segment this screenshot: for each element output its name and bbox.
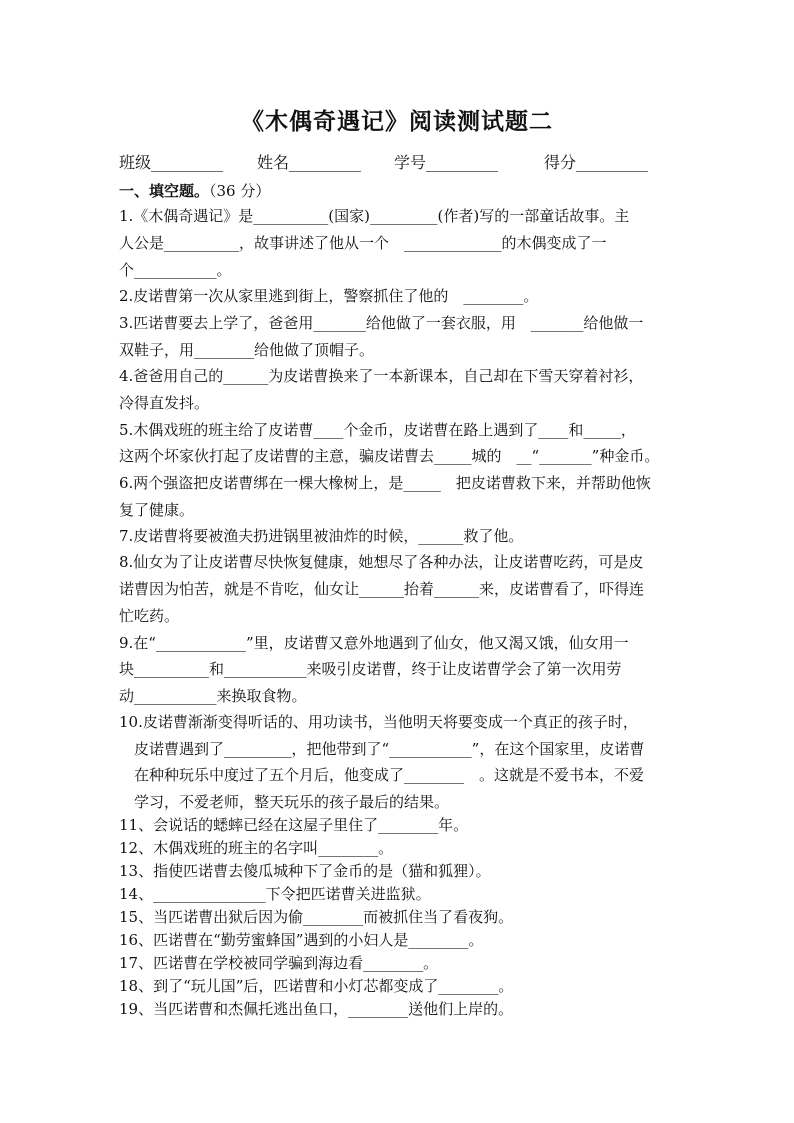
student-info-row — [119, 150, 679, 174]
question-line: 18、到了“玩儿国”后，匹诺曹和小灯芯都变成了________。 — [119, 977, 514, 995]
question-line: 2.皮诺曹第一次从家里逃到街上，警察抓住了他的 ________。 — [119, 287, 539, 305]
question-line: 11、会说话的蟋蟀已经在这屋子里住了________年。 — [119, 816, 469, 834]
class-field: 班级_________ — [119, 153, 224, 172]
question-line: 10.皮诺曹渐渐变得听话的、用功读书，当他明天将要变成一个真正的孩子时， — [119, 713, 638, 731]
section-title: 一、填空题。 — [119, 182, 210, 200]
question-line: 双鞋子，用________给他做了顶帽子。 — [119, 341, 375, 359]
name-field: 姓名_________ — [257, 153, 362, 172]
question-line: 这两个坏家伙打起了皮诺曹的主意，骗皮诺曹去_____城的 __“_______”种金币。 — [119, 447, 660, 465]
question-line: 学习，不爱老师，整天玩乐的孩子最后的结果。 — [119, 793, 450, 811]
question-line: 7.皮诺曹将要被渔夫扔进锅里被油炸的时候，______救了他。 — [119, 527, 524, 545]
question-line: 个___________。 — [119, 261, 232, 279]
question-line: 9.在“____________”里，皮诺曹又意外地遇到了仙女，他又渴又饿，仙女用一 — [119, 634, 629, 652]
question-line: 1.《木偶奇遇记》是__________(国家)_________(作者)写的一部童话故事。主 — [119, 207, 630, 225]
section-heading — [119, 180, 270, 201]
question-line: 15、当匹诺曹出狱后因为偷________而被抓住当了看夜狗。 — [119, 908, 514, 926]
question-line: 8.仙女为了让皮诺曹尽快恢复健康，她想尽了各种办法，让皮诺曹吃药，可是皮 — [119, 553, 644, 571]
score-field: 得分_________ — [544, 153, 649, 172]
question-line: 17、匹诺曹在学校被同学骗到海边看________。 — [119, 954, 439, 972]
question-line: 4.爸爸用自己的______为皮诺曹换来了一本新课本，自己却在下雪天穿着衬衫， — [119, 367, 644, 385]
question-line: 冷得直发抖。 — [119, 394, 210, 412]
question-line: 块__________和___________来吸引皮诺曹，终于让皮诺曹学会了第一次用劳 — [119, 660, 622, 678]
question-line: 人公是__________，故事讲述了他从一个 _____________的木偶变成了一 — [119, 234, 607, 252]
question-line: 12、木偶戏班的班主的名字叫________。 — [119, 839, 394, 857]
section-points: （36 分） — [209, 182, 271, 200]
question-line: 忙吃药。 — [119, 607, 180, 625]
student-id-field: 学号_________ — [394, 153, 499, 172]
question-line: 13、指使匹诺曹去傻瓜城种下了金币的是（猫和狐狸）。 — [119, 862, 491, 880]
question-line: 5.木偶戏班的班主给了皮诺曹____个金币，皮诺曹在路上遇到了____和_____， — [119, 421, 636, 439]
question-line: 3.匹诺曹要去上学了，爸爸用_______给他做了一套衣服，用 _______给他做一 — [119, 314, 644, 332]
question-line: 动___________来换取食物。 — [119, 687, 307, 705]
question-line: 在种种玩乐中度过了五个月后，他变成了________ 。这就是不爱书本，不爱 — [119, 766, 645, 784]
question-line: 诺曹因为怕苦，就是不肯吃，仙女让______抬着______来，皮诺曹看了，吓得连 — [119, 580, 645, 598]
page-title: 《木偶奇遇记》阅读测试题二 — [241, 108, 553, 135]
question-line: 14、_______________下令把匹诺曹关进监狱。 — [119, 885, 431, 903]
question-line: 19、当匹诺曹和杰佩托逃出鱼口，________送他们上岸的。 — [119, 1000, 514, 1018]
question-line: 6.两个强盗把皮诺曹绑在一棵大橡树上，是_____ 把皮诺曹救下来，并帮助他恢 — [119, 474, 651, 492]
question-line: 复了健康。 — [119, 501, 195, 519]
question-line: 16、匹诺曹在“勤劳蜜蜂国”遇到的小妇人是________。 — [119, 931, 484, 949]
question-line: 皮诺曹遇到了_________，把他带到了“___________”，在这个国家里，皮诺曹 — [119, 740, 645, 758]
